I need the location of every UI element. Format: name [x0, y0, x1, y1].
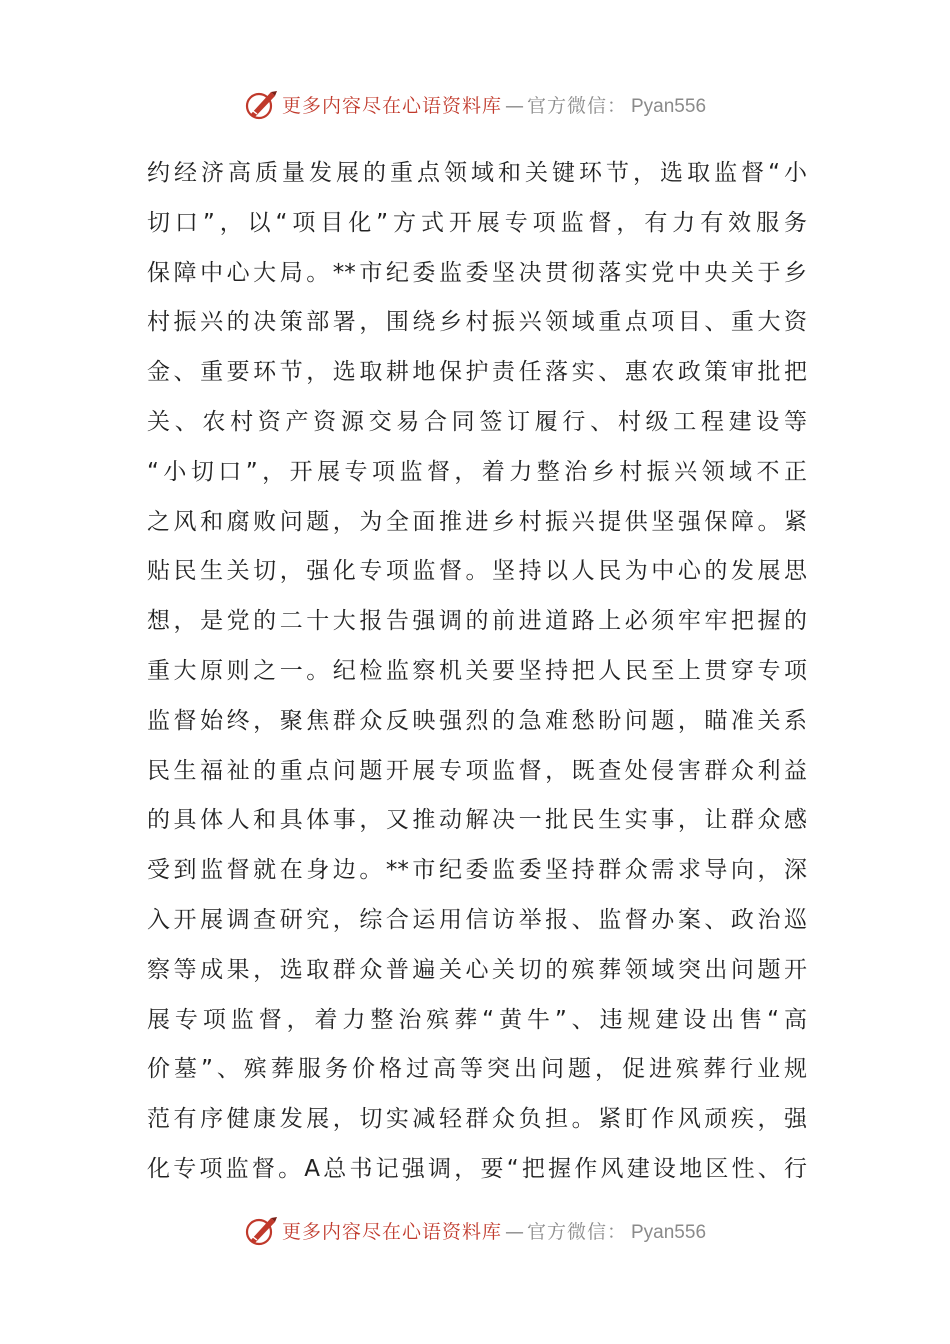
watermark-prefix: 更多内容尽在心语资料库: [281, 1220, 502, 1243]
text-line: 化专项监督。A总书记强调，要“把握作风建设地区性、行: [147, 1155, 807, 1182]
text-line: 村振兴的决策部署，围绕乡村振兴领域重点项目、重大资: [147, 309, 807, 336]
text-line: 范有序健康发展，切实减轻群众负担。紧盯作风顽疾，强: [147, 1106, 807, 1133]
text-line: 入开展调查研究，综合运用信访举报、监督办案、政治巡: [147, 906, 807, 933]
text-line: 贴民生关切，强化专项监督。坚持以人民为中心的发展思: [147, 558, 807, 585]
text-line: 价墓”、殡葬服务价格过高等突出问题，促进殡葬行业规: [147, 1056, 807, 1083]
header-watermark: [0, 84, 950, 124]
watermark-dash: —: [504, 1220, 524, 1243]
text-line: 约经济高质量发展的重点领域和关键环节，选取监督“小: [147, 160, 807, 186]
document-body: [147, 149, 807, 1195]
watermark-label: 官方微信：: [526, 1220, 627, 1243]
text-line: 监督始终，聚焦群众反映强烈的急难愁盼问题，瞄准关系: [147, 707, 807, 734]
text-line: 想，是党的二十大报告强调的前进道路上必须牢牢把握的: [147, 608, 807, 635]
text-line: 切口”，以“项目化”方式开展专项监督，有力有效服务: [147, 209, 807, 236]
pen-logo-icon: [244, 87, 278, 121]
text-line: 的具体人和具体事，又推动解决一批民生实事，让群众感: [147, 807, 807, 834]
text-line: 之风和腐败问题，为全面推进乡村振兴提供坚强保障。紧: [147, 508, 807, 535]
text-line: 察等成果，选取群众普遍关心关切的殡葬领域突出问题开: [147, 956, 807, 983]
watermark-label: 官方微信：: [526, 94, 627, 117]
footer-watermark: [0, 1210, 950, 1250]
text-line: 保障中心大局。**市纪委监委坚决贯彻落实党中央关于乡: [147, 259, 807, 286]
text-line: 民生福祉的重点问题开展专项监督，既查处侵害群众利益: [147, 757, 807, 784]
text-line: 重大原则之一。纪检监察机关要坚持把人民至上贯穿专项: [147, 657, 807, 684]
text-line: “小切口”，开展专项监督，着力整治乡村振兴领域不正: [147, 458, 807, 485]
watermark-account: Pyan556: [631, 1221, 707, 1243]
watermark-account: Pyan556: [631, 95, 707, 117]
pen-logo-icon: [244, 1213, 278, 1247]
text-line: 金、重要环节，选取耕地保护责任落实、惠农政策审批把: [147, 359, 807, 386]
text-line: 受到监督就在身边。**市纪委监委坚持群众需求导向，深: [147, 857, 807, 884]
watermark-dash: —: [504, 94, 524, 117]
text-line: 关、农村资产资源交易合同签订履行、村级工程建设等: [147, 408, 807, 435]
watermark-prefix: 更多内容尽在心语资料库: [281, 94, 502, 117]
text-line: 展专项监督，着力整治殡葬“黄牛”、违规建设出售“高: [147, 1006, 807, 1033]
